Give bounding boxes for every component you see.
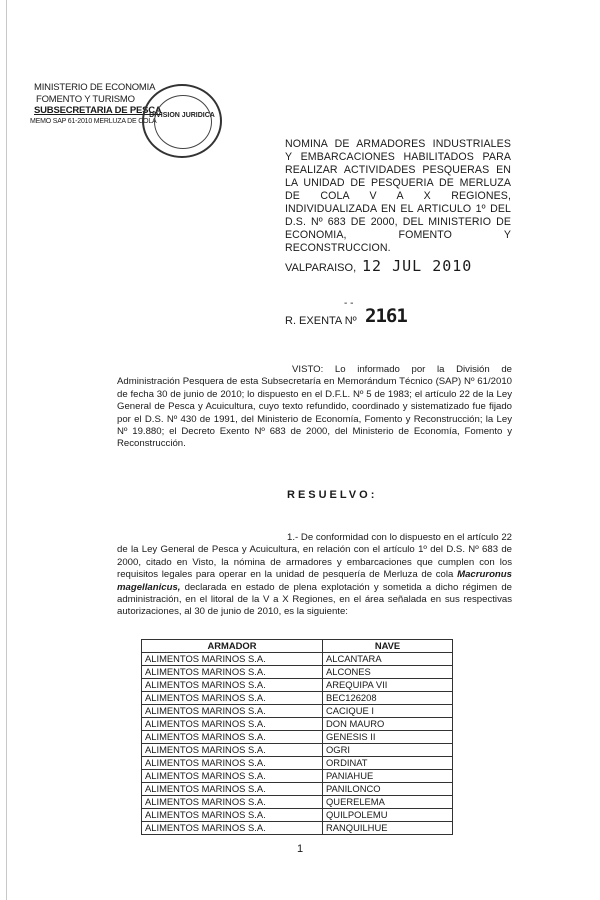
nave-cell: RANQUILHUE xyxy=(323,822,453,835)
armador-cell: ALIMENTOS MARINOS S.A. xyxy=(142,809,323,822)
title-line: ECONOMIA, FOMENTO Y xyxy=(285,229,511,241)
nave-cell: PANIAHUE xyxy=(323,770,453,783)
title-line: INDIVIDUALIZADA EN EL ARTICULO 1º DEL xyxy=(285,203,511,215)
column-header-armador: ARMADOR xyxy=(142,640,323,653)
article-1-text-before: 1.- De conformidad con lo dispuesto en el artículo 22 de la Ley General de Pesca y Acuicultura, en relación con el artículo 1º del D.S. Nº 683 de 2000, citado en Visto, la nómina de armadores y embarcaciones que cumplen con los requisitos legales para operar en la unidad de pesquería de Merluza de cola xyxy=(117,532,512,581)
armador-cell: ALIMENTOS MARINOS S.A. xyxy=(142,757,323,770)
nave-cell: ALCANTARA xyxy=(323,653,453,666)
division-juridica-stamp xyxy=(142,84,222,158)
date-stamp: 12 JUL 2010 xyxy=(362,257,473,275)
nave-cell: ALCONES xyxy=(323,666,453,679)
ministry-name: MINISTERIO DE ECONOMIA xyxy=(34,82,156,93)
table-row xyxy=(142,822,453,835)
table-row xyxy=(142,796,453,809)
page-number: 1 xyxy=(297,843,304,855)
nave-cell: CACIQUE I xyxy=(323,705,453,718)
armadores-table xyxy=(141,639,453,835)
stamp-inner-ring xyxy=(154,95,212,149)
armador-cell: ALIMENTOS MARINOS S.A. xyxy=(142,692,323,705)
armador-cell: ALIMENTOS MARINOS S.A. xyxy=(142,718,323,731)
title-line: DE COLA V A X REGIONES, xyxy=(285,190,511,202)
title-line: RECONSTRUCCION. xyxy=(285,242,391,254)
number-dash: - - xyxy=(344,298,354,309)
visto-paragraph: VISTO: Lo informado por la División de Administración Pesquera de esta Subsecretaría en Memorándum Técnico (SAP) Nº 61/2010 de fecha 30 de junio de 2010; lo dispuesto en el D.F.L. Nº 5 de 1983; el artículo 22 de la Ley General de Pesca y Acuicultura, cuyo texto refundido, coordinado y sistematizado fue fijado por el D.S. Nº 430 de 1991, del Ministerio de Economía, Fomento y Reconstrucción; la Ley Nº 19.880; el Decreto Exento Nº 683 de 2000, del Ministerio de Economía, Fomento y Reconstrucción. xyxy=(117,364,512,450)
title-line: NOMINA DE ARMADORES INDUSTRIALES xyxy=(285,138,511,150)
table-row xyxy=(142,692,453,705)
place-label: VALPARAISO, xyxy=(285,262,357,274)
table-body xyxy=(142,653,453,835)
exenta-number: 2161 xyxy=(365,305,407,327)
nave-cell: AREQUIPA VII xyxy=(323,679,453,692)
armador-cell: ALIMENTOS MARINOS S.A. xyxy=(142,744,323,757)
nave-cell: ORDINAT xyxy=(323,757,453,770)
nave-cell: QUILPOLEMU xyxy=(323,809,453,822)
table-row xyxy=(142,666,453,679)
table-row xyxy=(142,718,453,731)
article-1-paragraph xyxy=(117,532,512,619)
title-line: D.S. Nº 683 DE 2000, DEL MINISTERIO DE xyxy=(285,216,511,228)
nave-cell: DON MAURO xyxy=(323,718,453,731)
table-row xyxy=(142,653,453,666)
table-row xyxy=(142,744,453,757)
table-header-row xyxy=(142,640,453,653)
resuelvo-heading: RESUELVO: xyxy=(287,489,378,501)
nave-cell: BEC126208 xyxy=(323,692,453,705)
table-row xyxy=(142,679,453,692)
nave-cell: GENESIS II xyxy=(323,731,453,744)
memo-reference: MEMO SAP 61-2010 MERLUZA DE COLA xyxy=(30,117,157,125)
title-line: LA UNIDAD DE PESQUERIA DE MERLUZA xyxy=(285,177,511,189)
armador-cell: ALIMENTOS MARINOS S.A. xyxy=(142,653,323,666)
table-row xyxy=(142,783,453,796)
nave-cell: QUERELEMA xyxy=(323,796,453,809)
scan-edge-line xyxy=(6,0,7,900)
subsecretaria-name: SUBSECRETARIA DE PESCA xyxy=(34,105,162,116)
exenta-label: R. EXENTA Nº xyxy=(285,315,357,327)
column-header-nave: NAVE xyxy=(323,640,453,653)
article-1-text-after: declarada en estado de plena explotación y sometida a dicho régimen de administración, en el litoral de la V a X Regiones, en el área señalada en sus respectivas autorizaciones, al 30 de junio de 2010, es la siguiente: xyxy=(117,581,512,618)
title-line: REALIZAR ACTIVIDADES PESQUERAS EN xyxy=(285,164,511,176)
species-name: Macruronus magellanicus, xyxy=(117,569,512,593)
nave-cell: PANILONCO xyxy=(323,783,453,796)
armador-cell: ALIMENTOS MARINOS S.A. xyxy=(142,796,323,809)
stamp-text: DIVISION JURIDICA xyxy=(149,112,215,119)
armador-cell: ALIMENTOS MARINOS S.A. xyxy=(142,783,323,796)
armador-cell: ALIMENTOS MARINOS S.A. xyxy=(142,666,323,679)
ministry-subname: FOMENTO Y TURISMO xyxy=(36,93,135,105)
table-row xyxy=(142,757,453,770)
title-line: Y EMBARCACIONES HABILITADOS PARA xyxy=(285,151,511,163)
armador-cell: ALIMENTOS MARINOS S.A. xyxy=(142,822,323,835)
nave-cell: OGRI xyxy=(323,744,453,757)
armador-cell: ALIMENTOS MARINOS S.A. xyxy=(142,679,323,692)
table-row xyxy=(142,705,453,718)
armador-cell: ALIMENTOS MARINOS S.A. xyxy=(142,705,323,718)
resolution-title xyxy=(285,138,511,255)
armador-cell: ALIMENTOS MARINOS S.A. xyxy=(142,770,323,783)
table-row xyxy=(142,809,453,822)
table-row xyxy=(142,770,453,783)
armador-cell: ALIMENTOS MARINOS S.A. xyxy=(142,731,323,744)
table-row xyxy=(142,731,453,744)
